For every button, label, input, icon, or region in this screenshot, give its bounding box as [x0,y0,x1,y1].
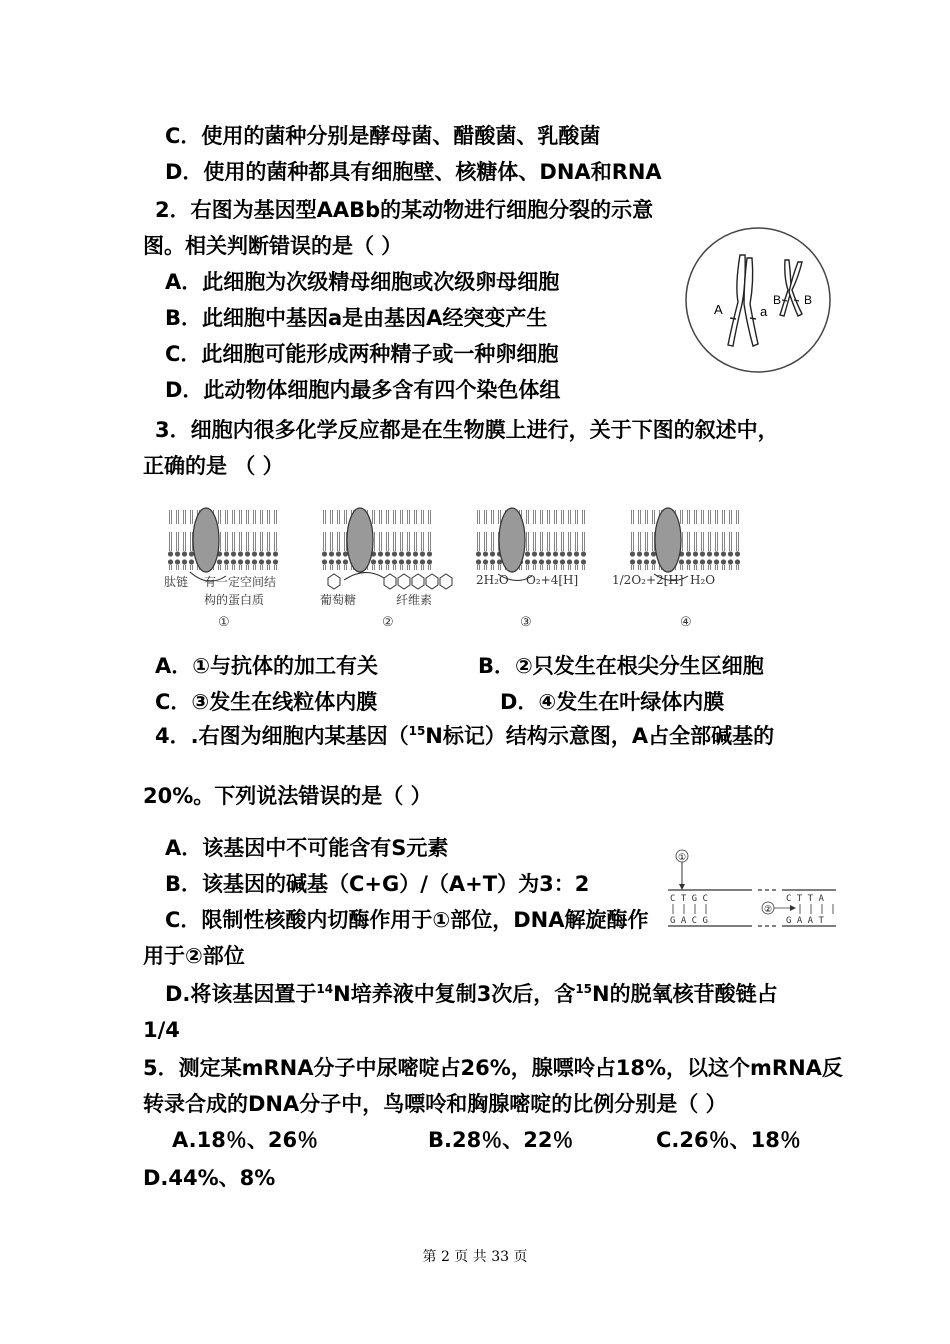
q4d-sup2: 15 [575,982,593,996]
q4-option-c-line2: 用于②部位 [143,944,245,968]
page-footer: 第 2 页 共 33 页 [422,1249,528,1265]
p4-left-label: 1/2O₂+2[H] [612,573,684,587]
q1-option-c: C．使用的菌种分别是酵母菌、醋酸菌、乳酸菌 [165,124,601,148]
dna-figure [664,846,840,930]
cell-division-figure [680,220,840,380]
q5-stem-line2: 转录合成的DNA分子中，鸟嘌呤和胸腺嘧啶的比例分别是（ ） [143,1092,727,1116]
gene-label-A: A [714,302,723,317]
q5-option-c: C.26％、18％ [656,1128,801,1152]
q3-option-c: C．③发生在线粒体内膜 [155,690,378,714]
q2-stem-line1: 2．右图为基因型AABb的某动物进行细胞分裂的示意 [155,198,654,222]
chromosome-small [780,260,802,316]
dna-mark-2: ② [763,905,773,915]
dna-top-right: C T T A [786,894,824,904]
cellulose-chain [384,574,452,589]
gene-label-B1: B [773,293,782,307]
membrane-panel-1 [164,508,278,630]
chromosome-large [728,255,758,346]
q5-option-d: D.44%、8% [143,1166,276,1190]
q4-option-d-line1 [165,980,778,1008]
q5-option-b: B.28％、22％ [428,1128,574,1152]
q4d-post: N的脱氧核苷酸链占 [592,982,778,1006]
p3-left-label: 2H₂O [476,573,509,587]
p1-right-label-2: 构的蛋白质 [204,593,265,607]
p1-number: ① [218,615,230,630]
q3-stem-line2: 正确的是 （ ） [143,454,284,478]
gene-label-B2: B [804,293,813,307]
membrane-panel-2 [320,508,452,630]
q2-option-a: A．此细胞为次级精母细胞或次级卵母细胞 [165,270,560,294]
q3-stem-line1: 3．细胞内很多化学反应都是在生物膜上进行，关于下图的叙述中， [155,418,779,442]
membrane-figure [160,498,800,638]
dna-bottom-right: G A A T [786,916,824,926]
q2-option-c: C．此细胞可能形成两种精子或一种卵细胞 [165,342,559,366]
dna-bottom-left: G A C G [670,916,708,926]
q2-option-b: B．此细胞中基因a是由基因A经突变产生 [165,306,548,330]
dna-mark-1: ① [677,853,687,863]
q5-option-a: A.18％、26％ [172,1128,319,1152]
glucose-hexagon [328,574,340,589]
q4-stem-post: N标记）结构示意图，A占全部碱基的 [425,724,775,748]
q3-option-d: D．④发生在叶绿体内膜 [500,690,725,714]
p1-right-label-1: 有一定空间结 [204,575,277,589]
q2-option-d: D．此动物体细胞内最多含有四个染色体组 [165,378,561,402]
q4-stem-line2: 20%。下列说法错误的是（ ） [143,784,432,808]
q4d-mid: N培养液中复制3次后，含 [333,982,576,1006]
dna-top-left: C T G C [670,894,708,904]
q4-option-c-line1: C．限制性核酸内切酶作用于①部位，DNA解旋酶作 [165,908,649,932]
p2-right-label: 纤维素 [396,593,433,607]
q3-option-b: B．②只发生在根尖分生区细胞 [478,654,764,678]
membrane-panel-4 [612,508,742,630]
q4-option-d-line2: 1/4 [143,1018,180,1042]
q4-stem-sup: 15 [408,724,426,738]
q4-stem-line1 [155,722,774,750]
q3-option-a: A．①与抗体的加工有关 [155,654,379,678]
q2-stem-line2: 图。相关判断错误的是（ ） [143,234,403,258]
p3-number: ③ [520,615,532,630]
p3-right-label: O₂+4[H] [526,573,579,587]
q4-stem-pre: 4．.右图为细胞内某基因（ [155,724,409,748]
q4d-sup1: 14 [316,982,334,996]
p4-number: ④ [680,615,692,630]
p2-left-label: 葡萄糖 [320,593,357,607]
p2-number: ② [382,615,394,630]
p1-left-label: 肽链 [164,575,189,589]
q4-option-a: A．该基因中不可能含有S元素 [165,836,449,860]
q5-stem-line1: 5．测定某mRNA分子中尿嘧啶占26%，腺嘌呤占18%，以这个mRNA反 [143,1056,843,1080]
membrane-panel-3 [476,508,586,630]
gene-label-a: a [760,304,768,319]
q4-option-b: B．该基因的碱基（C+G）/（A+T）为3：2 [165,872,590,896]
q1-option-d: D．使用的菌种都具有细胞壁、核糖体、DNA和RNA [165,160,662,184]
q4d-pre: D.将该基因置于 [165,982,317,1006]
p4-right-label: H₂O [690,573,716,587]
